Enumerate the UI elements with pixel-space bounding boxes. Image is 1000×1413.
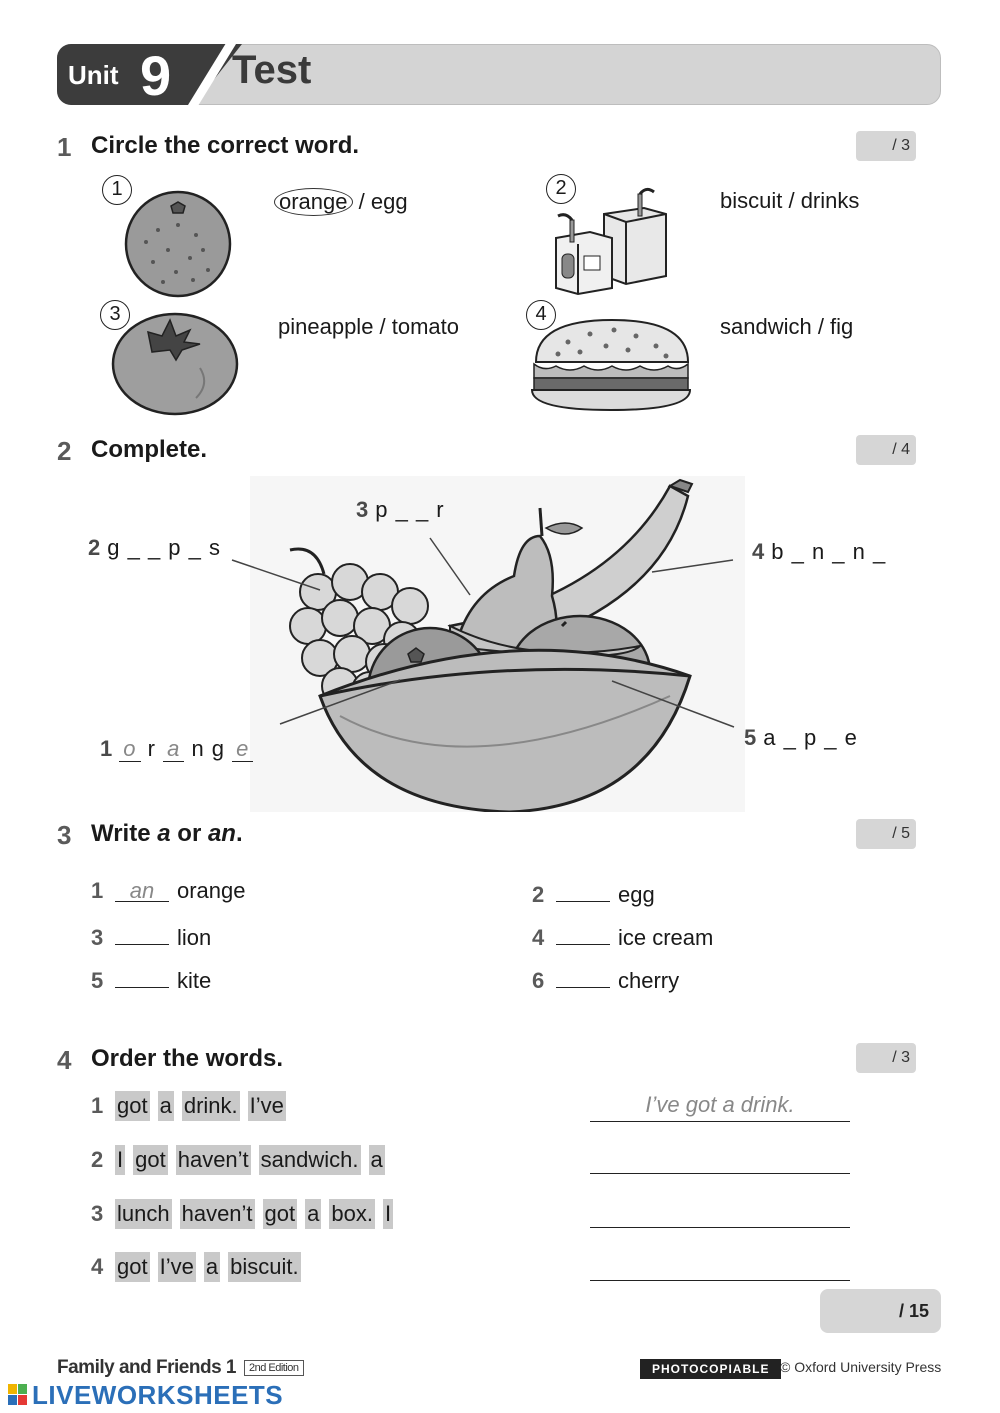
word-chip[interactable]: got xyxy=(263,1199,298,1229)
label-number: 3 xyxy=(356,497,370,522)
example-letter-2: a xyxy=(163,736,184,762)
word-chip[interactable]: biscuit. xyxy=(228,1252,300,1282)
publisher: © Oxford University Press xyxy=(780,1359,942,1375)
q3-item-2 xyxy=(532,878,655,908)
word-chip[interactable]: got xyxy=(133,1145,168,1175)
answer-line-2[interactable] xyxy=(590,1144,850,1174)
word-chip[interactable]: I xyxy=(115,1145,125,1175)
word-chip[interactable]: a xyxy=(158,1091,174,1121)
title-a: a xyxy=(157,820,171,847)
answer-blank[interactable] xyxy=(556,878,610,902)
title-dot: . xyxy=(235,820,243,847)
row-number: 3 xyxy=(91,1201,104,1226)
q3-item-1 xyxy=(91,878,246,904)
option-separator: / egg xyxy=(358,189,408,214)
title-write: Write xyxy=(91,820,151,847)
example-letter-3: e xyxy=(232,736,253,762)
item-word: egg xyxy=(618,882,655,907)
liveworksheets-logo-icon xyxy=(8,1384,28,1406)
liveworksheets-watermark: LIVEWORKSHEETS xyxy=(32,1380,284,1410)
label-number: 5 xyxy=(744,725,758,750)
word-chip[interactable]: I’ve xyxy=(158,1252,196,1282)
item-number: 3 xyxy=(91,925,104,950)
q3-item-3 xyxy=(91,921,211,951)
label-pattern: p _ _ r xyxy=(375,497,445,522)
unit-label: Unit xyxy=(68,60,119,90)
circle-choice-4[interactable]: sandwich / fig xyxy=(720,314,854,339)
word-chip[interactable]: haven’t xyxy=(176,1145,251,1175)
item-word: lion xyxy=(177,925,212,950)
row-number: 2 xyxy=(91,1147,104,1172)
answer-blank[interactable] xyxy=(115,964,169,988)
item-number: 6 xyxy=(532,968,545,993)
answer-line-4[interactable] xyxy=(590,1251,850,1281)
label-banana[interactable] xyxy=(752,539,886,565)
q4-row-1 xyxy=(91,1091,294,1121)
item-word: ice cream xyxy=(618,925,714,950)
q3-item-4 xyxy=(532,921,713,951)
item-number-3: 3 xyxy=(100,300,130,330)
answer-blank[interactable] xyxy=(115,921,169,945)
answer-line-3[interactable] xyxy=(590,1198,850,1228)
item-number: 2 xyxy=(532,882,545,907)
unit-number: 9 xyxy=(140,44,172,107)
answer-blank[interactable] xyxy=(556,921,610,945)
item-number-4: 4 xyxy=(526,300,556,330)
footer-brand xyxy=(57,1357,304,1379)
q4-row-4 xyxy=(91,1252,309,1282)
item-number: 5 xyxy=(91,968,104,993)
section3-title xyxy=(91,820,243,848)
q3-item-6 xyxy=(532,964,679,994)
row-number: 1 xyxy=(91,1093,104,1118)
label-pattern: b _ n _ n _ xyxy=(771,539,887,564)
q4-row-3 xyxy=(91,1199,401,1229)
section3-number: 3 xyxy=(57,820,72,850)
word-chip[interactable]: lunch xyxy=(115,1199,172,1229)
word-chip[interactable]: haven’t xyxy=(180,1199,255,1229)
label-pattern: g _ _ p _ s xyxy=(107,535,221,560)
section1-number: 1 xyxy=(57,132,72,162)
section1-score: / 3 xyxy=(856,131,916,161)
circled-answer: orange xyxy=(274,188,353,216)
title-or: or xyxy=(177,820,202,847)
item-number-2: 2 xyxy=(546,174,576,204)
page-title: Test xyxy=(232,48,312,92)
item-number: 4 xyxy=(532,925,545,950)
circle-choice-2[interactable]: biscuit / drinks xyxy=(720,188,860,213)
example-ng: n g xyxy=(191,736,226,761)
section4-score: / 3 xyxy=(856,1043,916,1073)
label-pear[interactable] xyxy=(356,497,445,523)
photocopiable-badge: PHOTOCOPIABLE xyxy=(640,1359,781,1379)
item-number-1: 1 xyxy=(102,175,132,205)
circle-choice-3[interactable]: pineapple / tomato xyxy=(278,314,460,339)
item-number: 1 xyxy=(91,878,104,903)
section4-number: 4 xyxy=(57,1045,72,1075)
word-chip[interactable]: I xyxy=(383,1199,393,1229)
answer-line-1[interactable]: I’ve got a drink. xyxy=(590,1092,850,1122)
section4-title: Order the words. xyxy=(91,1045,284,1072)
item-word: cherry xyxy=(618,968,680,993)
word-chip[interactable]: drink. xyxy=(182,1091,240,1121)
label-pattern: a _ p _ e xyxy=(763,725,858,750)
example-r: r xyxy=(147,736,156,761)
answer-blank[interactable]: an xyxy=(115,878,169,902)
label-orange-example xyxy=(100,736,253,762)
word-chip[interactable]: got xyxy=(115,1091,150,1121)
word-chip[interactable]: a xyxy=(369,1145,385,1175)
example-letter-1: o xyxy=(119,736,140,762)
word-chip[interactable]: box. xyxy=(329,1199,375,1229)
word-chip[interactable]: a xyxy=(305,1199,321,1229)
word-chip[interactable]: got xyxy=(115,1252,150,1282)
word-chip[interactable]: sandwich. xyxy=(259,1145,361,1175)
total-score: / 15 xyxy=(820,1289,941,1333)
row-number: 4 xyxy=(91,1254,104,1279)
q3-item-5 xyxy=(91,964,211,994)
label-number: 2 xyxy=(88,535,102,560)
section2-title: Complete. xyxy=(91,436,208,463)
answer-blank[interactable] xyxy=(556,964,610,988)
brand-name: Family and Friends 1 xyxy=(57,1357,236,1378)
word-chip[interactable]: I’ve xyxy=(248,1091,286,1121)
title-an: an xyxy=(207,820,236,847)
section3-score: / 5 xyxy=(856,819,916,849)
label-apple[interactable] xyxy=(744,725,858,751)
label-number: 4 xyxy=(752,539,766,564)
label-number: 1 xyxy=(100,736,114,761)
section1-title: Circle the correct word. xyxy=(91,132,360,159)
section2-score: / 4 xyxy=(856,435,916,465)
edition-badge: 2nd Edition xyxy=(244,1360,304,1376)
word-chip[interactable]: a xyxy=(204,1252,220,1282)
item-word: orange xyxy=(177,878,246,903)
section2-number: 2 xyxy=(57,436,72,466)
label-grapes[interactable] xyxy=(88,535,221,561)
q4-row-2 xyxy=(91,1145,393,1175)
item-word: kite xyxy=(177,968,212,993)
